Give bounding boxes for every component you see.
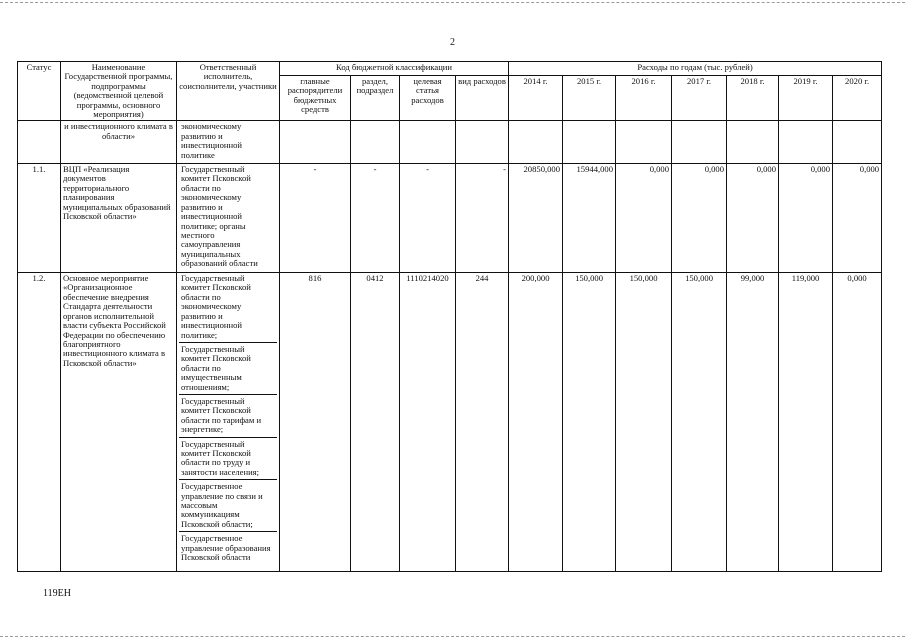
row-value-2016: 150,000 xyxy=(616,273,672,572)
header-year-2020: 2020 г. xyxy=(833,75,882,121)
header-name: Наименование Государственной программы, подпрограммы (ведомственной целевой программы, основного мероприятия) xyxy=(61,62,177,121)
row-value-2015 xyxy=(563,121,616,164)
row-grbs: - xyxy=(280,164,351,273)
page-number: 2 xyxy=(450,37,455,48)
executor-entry: Государственный комитет Псковской области по труду и занятости населения; xyxy=(179,437,277,480)
header-budget-code-group: Код бюджетной классификации xyxy=(280,62,509,76)
executor-entry: Государственный комитет Псковской области по экономическому развитию и инвестиционной политике; xyxy=(181,273,251,340)
row-target: - xyxy=(400,164,456,273)
row-value-2015: 15944,000 xyxy=(563,164,616,273)
row-value-2020: 0,000 xyxy=(833,164,882,273)
row-value-2014 xyxy=(509,121,563,164)
header-grbs: главные распорядители бюджетных средств xyxy=(280,75,351,121)
header-target: целевая статья расходов xyxy=(400,75,456,121)
row-executors xyxy=(177,273,280,572)
scan-edge-top xyxy=(0,2,905,3)
row-value-2020 xyxy=(833,121,882,164)
row-grbs: 816 xyxy=(280,273,351,572)
executor-entry: экономическому развитию и инвестиционной политике xyxy=(181,121,242,160)
footer-doc-code: 119ЕН xyxy=(43,588,71,599)
row-value-2017: 0,000 xyxy=(672,164,727,273)
header-year-2017: 2017 г. xyxy=(672,75,727,121)
row-name: ВЦП «Реализация документов территориального планирования муниципальных образований Псковской области» xyxy=(61,164,177,273)
header-expense-type: вид расходов xyxy=(456,75,509,121)
row-value-2018: 99,000 xyxy=(727,273,779,572)
row-value-2020: 0,000 xyxy=(833,273,882,572)
header-year-2019: 2019 г. xyxy=(779,75,833,121)
row-name: и инвестиционного климата в области» xyxy=(61,121,177,164)
row-executors xyxy=(177,121,280,164)
executor-entry: Государственный комитет Псковской области по тарифам и энергетике; xyxy=(179,394,277,437)
row-expense-type: 244 xyxy=(456,273,509,572)
row-status xyxy=(18,121,61,164)
row-value-2014: 200,000 xyxy=(509,273,563,572)
table-row xyxy=(18,164,882,273)
row-value-2019: 0,000 xyxy=(779,164,833,273)
row-target xyxy=(400,121,456,164)
row-expense-type: - xyxy=(456,164,509,273)
header-expenses-group: Расходы по годам (тыс. рублей) xyxy=(509,62,882,76)
row-name: Основное мероприятие «Организационное обеспечение внедрения Стандарта деятельности органов исполнительной власти субъекта Российской Федерации по обеспечению благоприятного инвестиционного климата в Псковской области» xyxy=(61,273,177,572)
executor-entry: Государственное управление образования Псковской области xyxy=(179,531,277,564)
row-target: 1110214020 xyxy=(400,273,456,572)
row-section xyxy=(351,121,400,164)
scan-edge-bottom xyxy=(0,636,905,637)
header-section: раздел, подраздел xyxy=(351,75,400,121)
header-year-2014: 2014 г. xyxy=(509,75,563,121)
row-value-2016: 0,000 xyxy=(616,164,672,273)
row-value-2014: 20850,000 xyxy=(509,164,563,273)
row-section: - xyxy=(351,164,400,273)
table-row xyxy=(18,273,882,572)
executor-entry: Государственный комитет Псковской области по имущественным отношениям; xyxy=(179,342,277,394)
header-year-2015: 2015 г. xyxy=(563,75,616,121)
row-value-2018: 0,000 xyxy=(727,164,779,273)
row-status: 1.1. xyxy=(18,164,61,273)
row-section: 0412 xyxy=(351,273,400,572)
header-status: Статус xyxy=(18,62,61,121)
row-value-2016 xyxy=(616,121,672,164)
table-row xyxy=(18,121,882,164)
header-year-2018: 2018 г. xyxy=(727,75,779,121)
executor-entry: Государственное управление по связи и массовым коммуникациям Псковской области; xyxy=(179,479,277,531)
row-status: 1.2. xyxy=(18,273,61,572)
row-value-2015: 150,000 xyxy=(563,273,616,572)
row-value-2019: 119,000 xyxy=(779,273,833,572)
header-executor: Ответственный исполнитель, соисполнители, участники xyxy=(177,62,280,121)
row-value-2017: 150,000 xyxy=(672,273,727,572)
header-year-2016: 2016 г. xyxy=(616,75,672,121)
row-grbs xyxy=(280,121,351,164)
row-value-2018 xyxy=(727,121,779,164)
row-expense-type xyxy=(456,121,509,164)
row-value-2017 xyxy=(672,121,727,164)
row-value-2019 xyxy=(779,121,833,164)
budget-table xyxy=(17,61,882,572)
row-executors xyxy=(177,164,280,273)
executor-entry: Государственный комитет Псковской области по экономическому развитию и инвестиционной политике; органы местного самоуправления муниципальных образований области xyxy=(181,164,258,269)
